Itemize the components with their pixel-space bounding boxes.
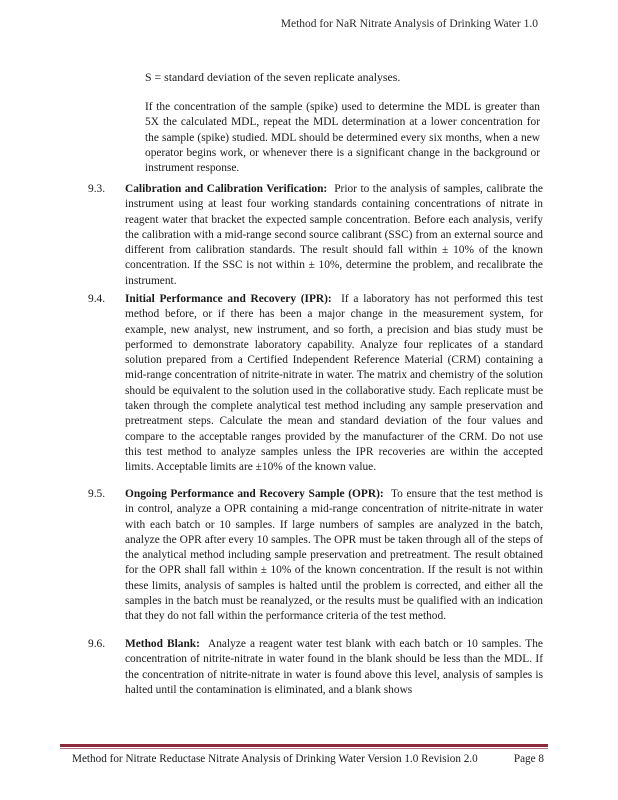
- section-body: [125, 182, 543, 289]
- mdl-paragraph: If the concentration of the sample (spike) used to determine the MDL is greater than 5X the calculated MDL, repeat the MDL determination at a lower concentration for the sample (spike) studied. MDL should be determined every six months, when a new operator begins work, or whenever there is a significant change in the background or instrument response.: [145, 101, 540, 175]
- footer-title: Method for Nitrate Reductase Nitrate Analysis of Drinking Water Version 1.0 Revision 2.0: [72, 753, 478, 765]
- section-number: 9.5.: [88, 488, 106, 500]
- section-number: 9.4.: [88, 293, 106, 305]
- section-text: To ensure that the test method is in control, analyze a OPR containing a mid-range concentration of nitrite-nitrate in water with each batch or 10 samples. If large numbers of samples are analyzed in the batch, analyze the OPR after every 10 samples. The OPR must be taken through all of the steps of the analytical method including sample preservation and pretreatment. The result obtained for the OPR shall fall within ± 10% of the known concentration. If the result is not within these limits, analysis of samples is halted until the problem is corrected, and either all the samples in the batch must be reanalyzed, or the results must be qualified with an indication that they do not fall within the performance criteria of the test method.: [125, 488, 543, 623]
- section-body: [125, 487, 543, 625]
- section-text: Prior to the analysis of samples, calibrate the instrument using at least four working standards containing concentrations of nitrate in reagent water that bracket the expected sample concentration. Before each analysis, verify the calibration with a mid-range second source calibrant (SSC) from an external source and different from calibration standards. The result should fall within ± 10% of the known concentration. If the SSC is not within ± 10%, determine the problem, and recalibrate the instrument.: [125, 183, 543, 287]
- section-number: 9.3.: [88, 183, 106, 195]
- footer-rule-thin: [60, 748, 548, 749]
- section-9-5: [88, 487, 543, 625]
- footer-rule: [60, 744, 548, 747]
- s-definition: S = standard deviation of the seven replicate analyses.: [145, 70, 401, 84]
- section-heading: Initial Performance and Recovery (IPR):: [125, 293, 332, 305]
- section-heading: Calibration and Calibration Verification:: [125, 183, 328, 195]
- section-9-6: [88, 637, 543, 698]
- page-number: Page 8: [513, 753, 544, 765]
- page-header: Method for NaR Nitrate Analysis of Drinking Water 1.0: [280, 18, 538, 30]
- section-number: 9.6.: [88, 638, 106, 650]
- section-9-4: [88, 292, 543, 476]
- section-text: If a laboratory has not performed this test method before, or if there has been a major change in the measurement system, for example, new analyst, new instrument, and so forth, a precision and bias study must be performed to demonstrate laboratory capability. Analyze four replicates of a standard solution prepared from a Certified Independent Reference Material (CRM) containing a mid-range concentration of nitrite-nitrate in water. The matrix and chemistry of the solution should be equivalent to the solution used in the collaborative study. Each replicate must be taken through the complete analytical test method including any sample preservation and pretreatment steps. Calculate the mean and standard deviation of the four values and compare to the acceptable ranges provided by the manufacturer of the CRM. Do not use this test method to analyze samples unless the IPR recoveries are within the accepted limits. Acceptable limits are ±10% of the known value.: [125, 293, 543, 474]
- section-9-3: [88, 182, 543, 289]
- section-text: Analyze a reagent water test blank with each batch or 10 samples. The concentration of nitrite-nitrate in water found in the blank should be less than the MDL. If the concentration of nitrite-nitrate in water is found above this level, analysis of samples is halted until the contamination is eliminated, and a blank shows: [125, 638, 543, 696]
- section-heading: Method Blank:: [125, 638, 200, 650]
- section-body: [125, 637, 543, 698]
- section-body: [125, 292, 543, 476]
- section-heading: Ongoing Performance and Recovery Sample (OPR):: [125, 488, 384, 500]
